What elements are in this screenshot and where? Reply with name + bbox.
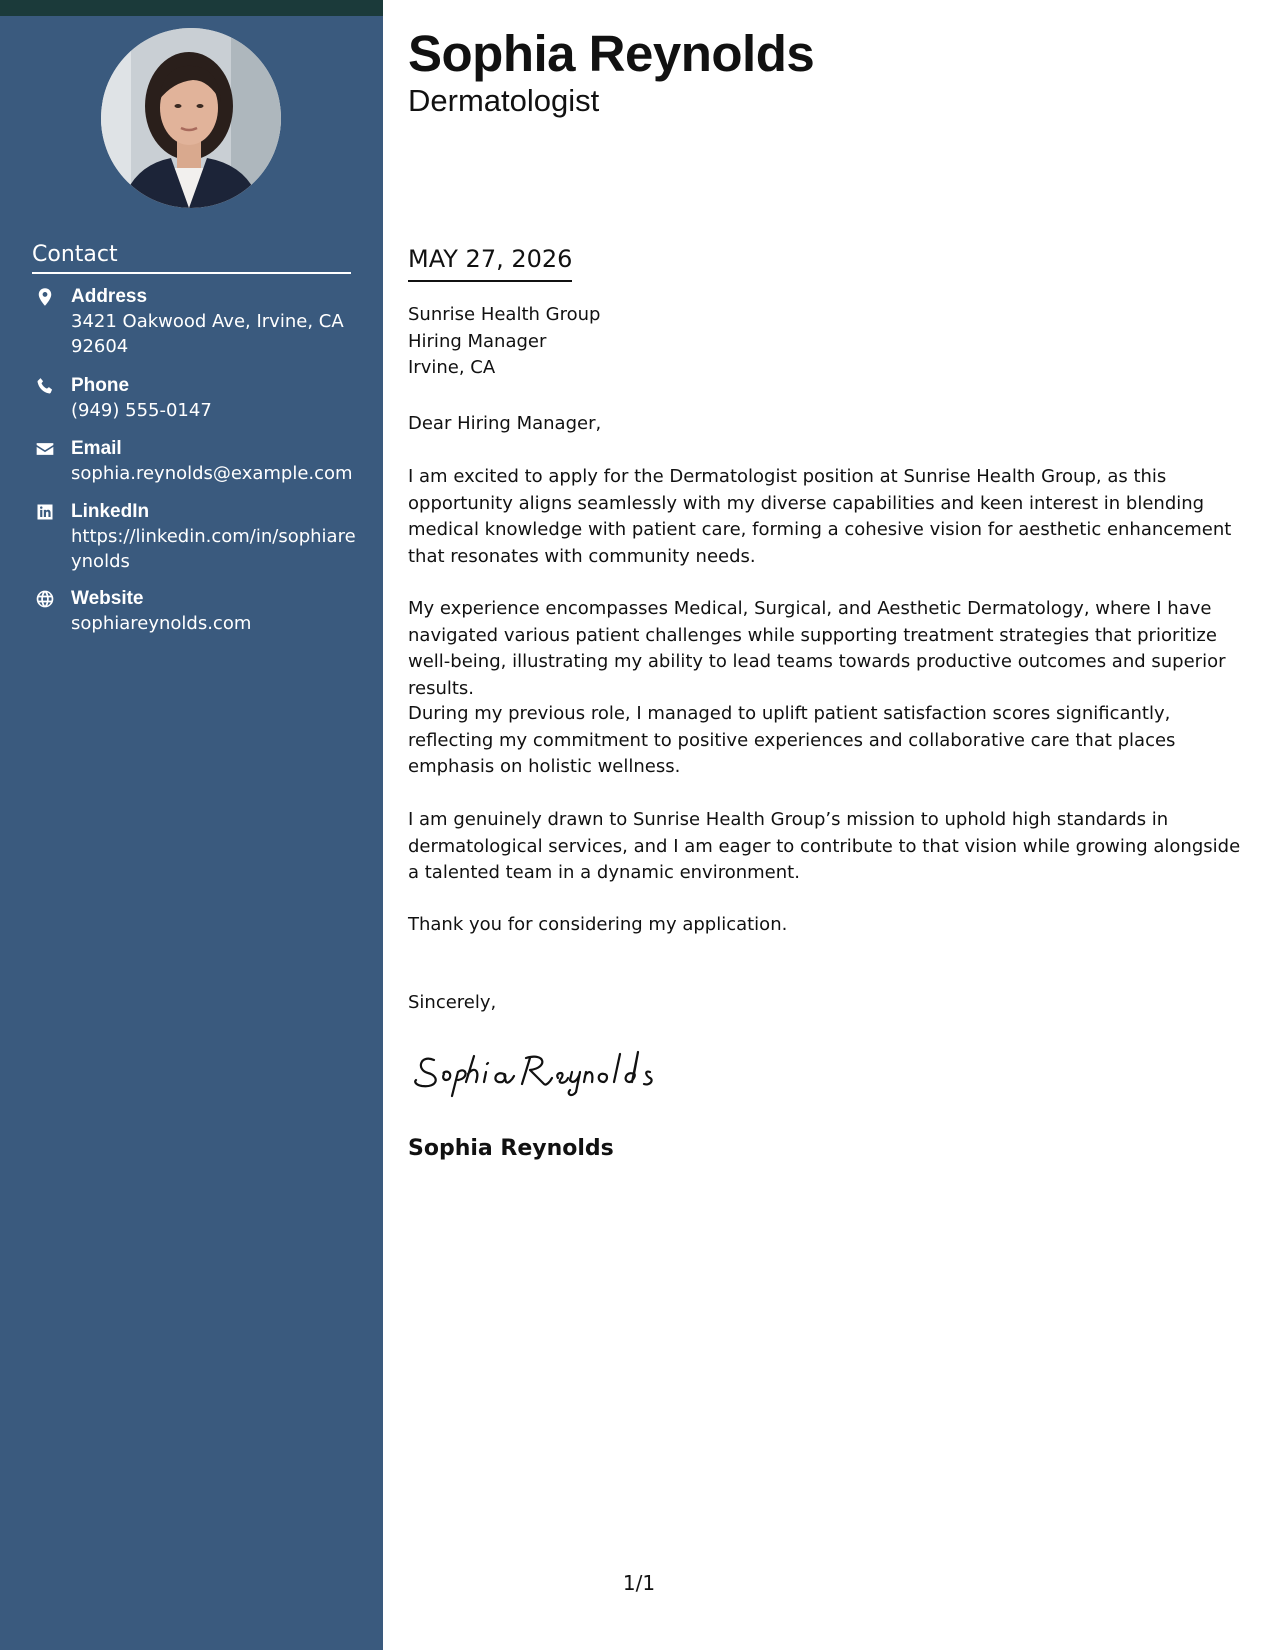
contact-label: Email: [71, 438, 122, 459]
closing: Sincerely,: [408, 992, 497, 1013]
contact-label: Phone: [71, 375, 130, 396]
contact-label: Website: [71, 588, 144, 609]
recipient-company: Sunrise Health Group: [408, 304, 601, 325]
signed-name: Sophia Reynolds: [408, 1136, 614, 1161]
salutation: Dear Hiring Manager,: [408, 413, 602, 434]
sidebar-top-bar: [0, 0, 383, 16]
paragraph: I am genuinely drawn to Sunrise Health Group’s mission to uphold high standards in dermatological services, and I am eager to contribute to that vision while growing alongside a talented team in a dynamic environment.: [408, 809, 1241, 883]
page-number: 1/1: [622, 1571, 656, 1595]
profile-photo: [101, 28, 281, 208]
website-value[interactable]: sophiareynolds.com: [71, 613, 252, 634]
globe-icon: [32, 588, 58, 610]
envelope-icon: [32, 438, 58, 460]
handwritten-signature: [408, 1040, 668, 1100]
recipient-title: Hiring Manager: [408, 330, 547, 352]
email-value[interactable]: sophia.reynolds@example.com: [71, 463, 353, 484]
contact-label: Address: [71, 286, 148, 307]
linkedin-icon: [32, 501, 58, 523]
contact-heading: Contact: [32, 242, 351, 274]
phone-icon: [32, 375, 58, 397]
recipient-block: [408, 302, 600, 382]
thanks-line: Thank you for considering my application.: [408, 914, 788, 935]
paragraph: My experience encompasses Medical, Surgical, and Aesthetic Dermatology, where I have navigated various patient challenges while supporting treatment strategies that prioritize well-being, illustrating my ability to lead teams towards productive outcomes and superior results.: [408, 598, 1226, 699]
applicant-role: Dermatologist: [408, 83, 600, 118]
phone-value: (949) 555-0147: [71, 400, 212, 421]
letter-date: MAY 27, 2026: [408, 244, 572, 282]
paragraph: I am excited to apply for the Dermatologist position at Sunrise Health Group, as this opportunity aligns seamlessly with my diverse capabilities and keen interest in blending medical knowledge with patient care, forming a cohesive vision for aesthetic enhancement that resonates with community needs.: [408, 466, 1232, 567]
applicant-name: Sophia Reynolds: [408, 25, 815, 82]
linkedin-value[interactable]: https://linkedin.com/in/sophiareynolds: [71, 526, 356, 572]
location-pin-icon: [32, 286, 58, 308]
paragraph: During my previous role, I managed to uplift patient satisfaction scores significantly, reflecting my commitment to positive experiences and collaborative care that places emphasis on holistic wellness.: [408, 703, 1176, 777]
recipient-location: Irvine, CA: [408, 357, 496, 378]
contact-label: LinkedIn: [71, 501, 150, 522]
address-value: 3421 Oakwood Ave, Irvine, CA 92604: [71, 311, 344, 357]
sidebar: [0, 0, 383, 1650]
